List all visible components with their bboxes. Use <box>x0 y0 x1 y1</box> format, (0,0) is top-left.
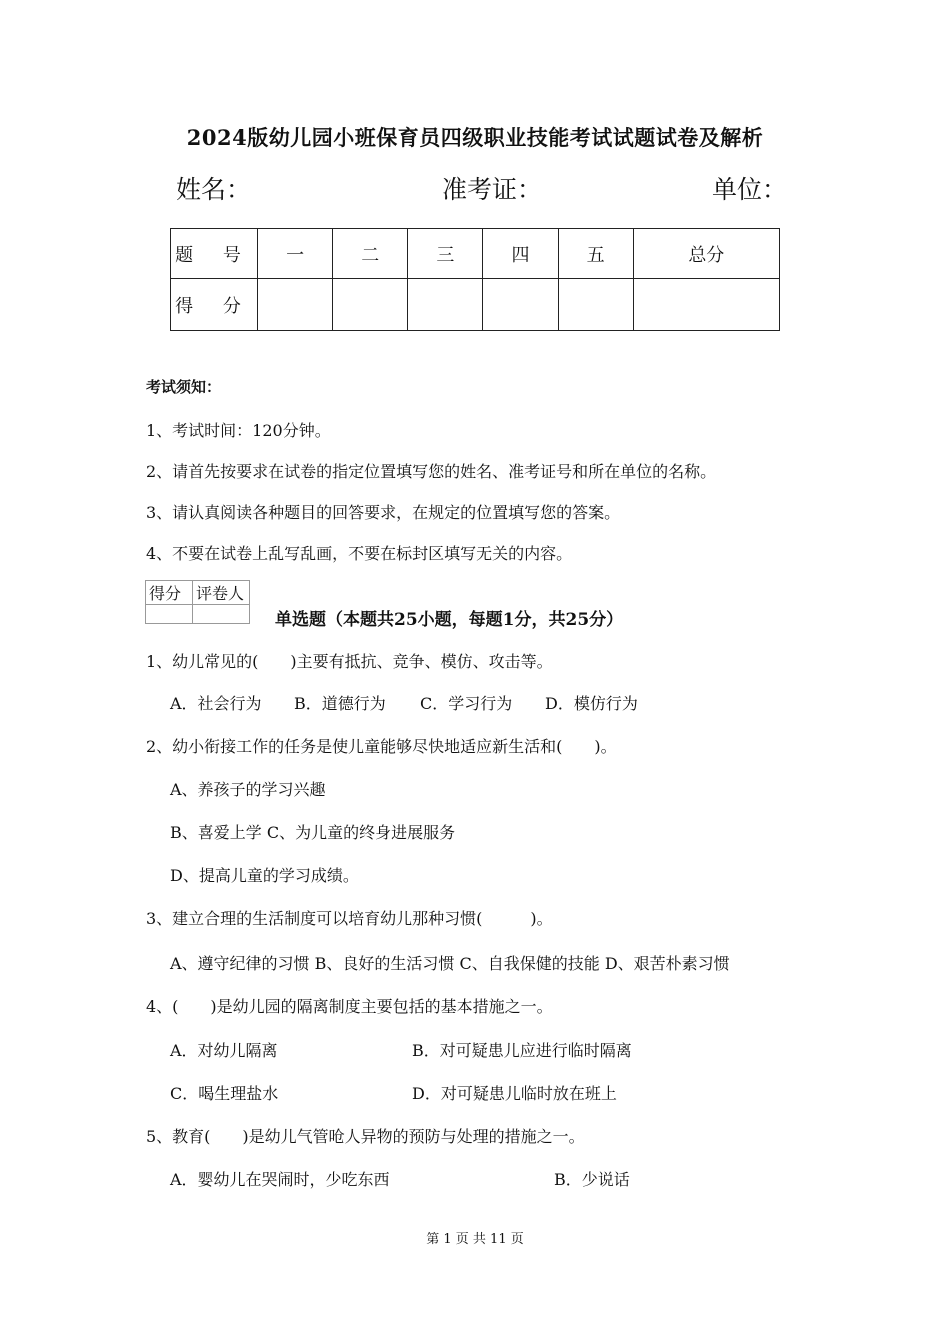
question-option: A．对幼儿隔离 <box>170 1041 278 1060</box>
question-option: C．喝生理盐水 <box>170 1084 279 1103</box>
question-stem: 4、( )是幼儿园的隔离制度主要包括的基本措施之一。 <box>146 997 553 1016</box>
question-option: A．社会行为 <box>170 694 262 713</box>
header-cell-total: 总分 <box>633 229 779 279</box>
grader-box <box>145 580 250 624</box>
question-option: B．少说话 <box>554 1170 630 1189</box>
question-option: B．道德行为 <box>294 694 386 713</box>
question-stem: 5、教育( )是幼儿气管呛人异物的预防与处理的措施之一。 <box>146 1127 585 1146</box>
unit-field-label: 单位： <box>712 175 788 204</box>
notice-item: 1、考试时间：120分钟。 <box>146 421 331 440</box>
document-title: 2024版幼儿园小班保育员四级职业技能考试试题试卷及解析 <box>186 125 764 150</box>
notice-heading: 考试须知： <box>146 378 222 396</box>
notice-item: 4、不要在试卷上乱写乱画，不要在标封区填写无关的内容。 <box>146 544 573 563</box>
score-row-label: 得 分 <box>171 279 258 331</box>
question-option: B、喜爱上学 C、为儿童的终身进展服务 <box>170 823 456 842</box>
score-cell-5 <box>558 279 633 331</box>
page-footer: 第 1 页 共 11 页 <box>426 1232 524 1247</box>
question-option: A、遵守纪律的习惯 B、良好的生活习惯 C、自我保健的技能 D、艰苦朴素习惯 <box>170 954 730 973</box>
question-option: D．模仿行为 <box>545 694 638 713</box>
question-option: B．对可疑患儿应进行临时隔离 <box>412 1041 632 1060</box>
score-table-score-row <box>171 279 780 331</box>
notice-item: 3、请认真阅读各种题目的回答要求，在规定的位置填写您的答案。 <box>146 503 621 522</box>
question-stem: 3、建立合理的生活制度可以培育幼儿那种习惯( )。 <box>146 909 553 928</box>
score-table-header-row <box>171 229 780 279</box>
score-cell-1 <box>258 279 333 331</box>
score-cell-2 <box>333 279 408 331</box>
score-cell-3 <box>408 279 483 331</box>
header-cell-3: 三 <box>408 229 483 279</box>
header-cell-4: 四 <box>483 229 558 279</box>
question-option: A、养孩子的学习兴趣 <box>170 780 326 799</box>
header-cell-5: 五 <box>558 229 633 279</box>
question-stem: 2、幼小衔接工作的任务是使儿童能够尽快地适应新生活和( )。 <box>146 737 617 756</box>
question-stem: 1、幼儿常见的( )主要有抵抗、竞争、模仿、攻击等。 <box>146 652 553 671</box>
question-option: D、提高儿童的学习成绩。 <box>170 866 359 885</box>
section-title: 单选题（本题共25小题，每题1分，共25分） <box>275 610 624 630</box>
name-field-label: 姓名： <box>176 175 252 204</box>
score-cell-4 <box>483 279 558 331</box>
header-cell-1: 一 <box>258 229 333 279</box>
grader-reviewer-cell <box>193 605 250 624</box>
question-option: C．学习行为 <box>420 694 513 713</box>
grader-reviewer-label: 评卷人 <box>193 581 250 605</box>
header-cell-2: 二 <box>333 229 408 279</box>
notice-item: 2、请首先按要求在试卷的指定位置填写您的姓名、准考证号和所在单位的名称。 <box>146 462 717 481</box>
score-table <box>170 228 780 331</box>
grader-score-label: 得分 <box>146 581 193 605</box>
score-cell-total <box>633 279 779 331</box>
header-cell-question-no: 题 号 <box>171 229 258 279</box>
question-option: D．对可疑患儿临时放在班上 <box>412 1084 617 1103</box>
grader-score-cell <box>146 605 193 624</box>
question-option: A．婴幼儿在哭闹时，少吃东西 <box>170 1170 390 1189</box>
exam-id-field-label: 准考证： <box>442 175 543 204</box>
